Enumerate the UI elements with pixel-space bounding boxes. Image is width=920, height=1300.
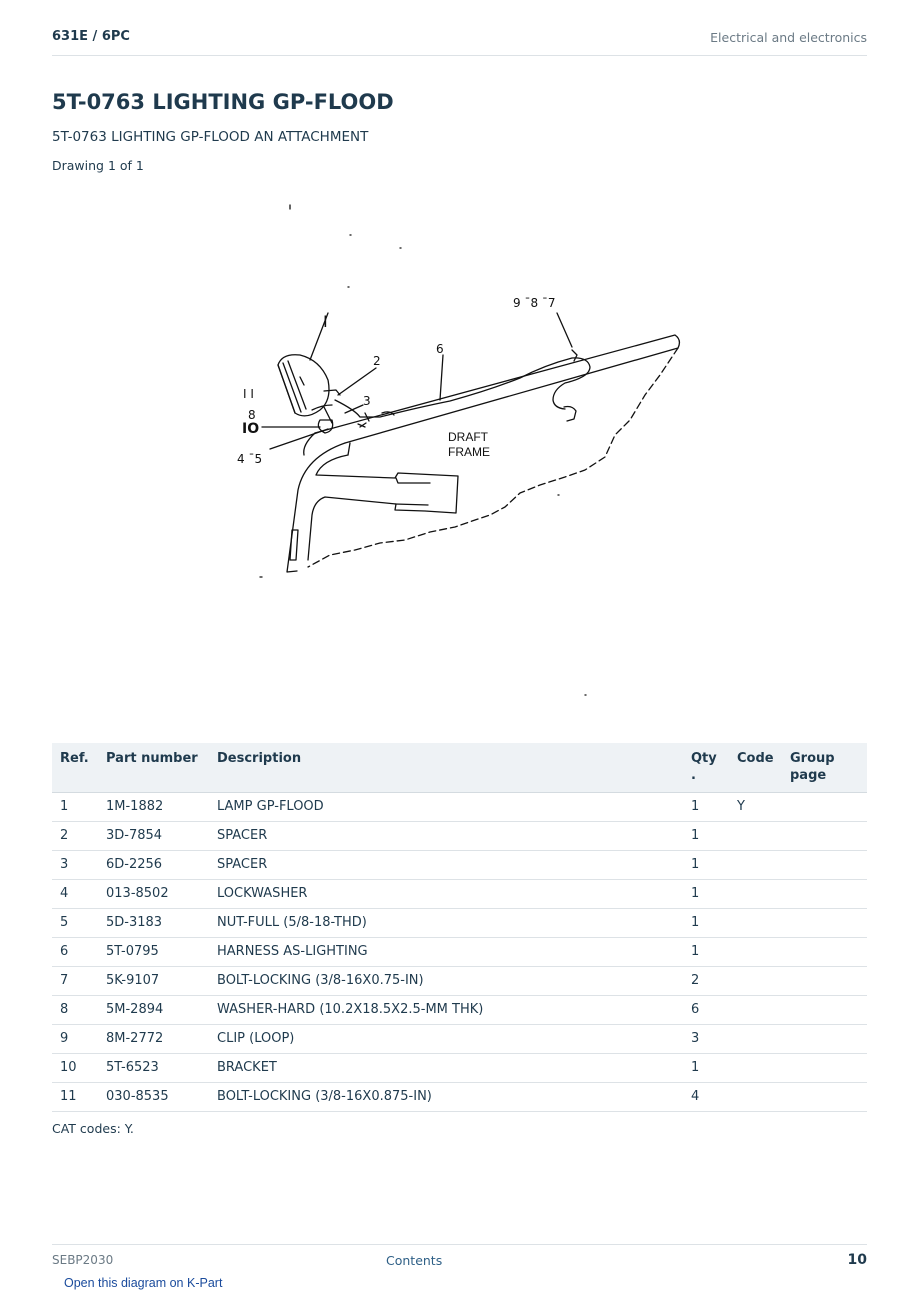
table-row (52, 793, 867, 822)
cell-code (729, 822, 782, 851)
cell-group (782, 822, 867, 851)
cell-part: 030-8535 (98, 1083, 209, 1112)
cell-group (782, 880, 867, 909)
cell-group (782, 967, 867, 996)
cell-ref: 5 (52, 909, 98, 938)
parts-diagram (220, 195, 700, 715)
col-group-label-2: page (790, 768, 827, 783)
cell-desc: SPACER (209, 851, 683, 880)
table-row (52, 880, 867, 909)
section-label: Electrical and electronics (710, 30, 867, 45)
cell-qty: 1 (683, 851, 729, 880)
col-qty (683, 743, 729, 793)
cell-part: 5T-0795 (98, 938, 209, 967)
flood-lamp (278, 355, 340, 433)
cell-part: 6D-2256 (98, 851, 209, 880)
document-id: SEBP2030 (52, 1253, 114, 1267)
cell-part: 5T-6523 (98, 1054, 209, 1083)
cell-desc: CLIP (LOOP) (209, 1025, 683, 1054)
cell-ref: 4 (52, 880, 98, 909)
col-group-label: Group (790, 751, 835, 766)
cell-ref: 2 (52, 822, 98, 851)
cell-group (782, 1025, 867, 1054)
cell-code (729, 851, 782, 880)
cell-code (729, 938, 782, 967)
cell-qty: 1 (683, 793, 729, 822)
cell-desc: WASHER-HARD (10.2X18.5X2.5-MM THK) (209, 996, 683, 1025)
cell-part: 3D-7854 (98, 822, 209, 851)
page-subtitle: 5T-0763 LIGHTING GP-FLOOD AN ATTACHMENT (52, 129, 369, 145)
cell-group (782, 1083, 867, 1112)
cell-group (782, 851, 867, 880)
cell-qty: 1 (683, 880, 729, 909)
cat-codes-note: CAT codes: Y. (52, 1121, 134, 1136)
cell-qty: 1 (683, 822, 729, 851)
cell-part: 5K-9107 (98, 967, 209, 996)
frame-label-frame: FRAME (448, 445, 490, 459)
cell-group (782, 938, 867, 967)
cell-qty: 4 (683, 1083, 729, 1112)
col-code: Code (729, 743, 782, 793)
table-row (52, 967, 867, 996)
page-header (52, 28, 867, 56)
cell-ref: 3 (52, 851, 98, 880)
cell-qty: 2 (683, 967, 729, 996)
page-number: 10 (847, 1252, 867, 1268)
leader-lines (262, 313, 572, 449)
callout-9-8-7: 9 ¯8 ¯7 (513, 296, 556, 310)
cell-ref: 9 (52, 1025, 98, 1054)
col-group-page (782, 743, 867, 793)
cell-code (729, 880, 782, 909)
page-footer (52, 1244, 867, 1274)
cell-ref: 1 (52, 793, 98, 822)
cell-ref: 11 (52, 1083, 98, 1112)
cell-part: 1M-1882 (98, 793, 209, 822)
cell-group (782, 1054, 867, 1083)
cell-desc: BRACKET (209, 1054, 683, 1083)
cell-group (782, 909, 867, 938)
callout-2: 2 (373, 354, 381, 368)
callout-3: 3 (363, 394, 371, 408)
cell-desc: LOCKWASHER (209, 880, 683, 909)
page-title: 5T-0763 LIGHTING GP-FLOOD (52, 90, 394, 114)
contents-link[interactable]: Contents (386, 1253, 443, 1268)
cell-ref: 8 (52, 996, 98, 1025)
parts-table (52, 743, 867, 1112)
cell-qty: 6 (683, 996, 729, 1025)
table-header-row (52, 743, 867, 793)
table-row (52, 1025, 867, 1054)
cell-group (782, 996, 867, 1025)
frame-body (287, 348, 678, 572)
callout-8: 8 (248, 408, 256, 422)
table-row (52, 996, 867, 1025)
cell-ref: 6 (52, 938, 98, 967)
cell-qty: 1 (683, 938, 729, 967)
cell-part: 8M-2772 (98, 1025, 209, 1054)
col-part-number: Part number (98, 743, 209, 793)
col-qty-label: Qty (691, 751, 717, 766)
table-row (52, 909, 867, 938)
cell-qty: 1 (683, 909, 729, 938)
cell-code (729, 1083, 782, 1112)
cell-code (729, 1054, 782, 1083)
cell-desc: HARNESS AS-LIGHTING (209, 938, 683, 967)
callout-4-5: 4 ¯5 (237, 452, 263, 466)
cell-desc: SPACER (209, 822, 683, 851)
cell-code: Y (729, 793, 782, 822)
cell-qty: 1 (683, 1054, 729, 1083)
frame-label-draft: DRAFT (448, 430, 488, 444)
table-row (52, 822, 867, 851)
callout-1: I (323, 312, 328, 331)
col-ref: Ref. (52, 743, 98, 793)
cell-desc: LAMP GP-FLOOD (209, 793, 683, 822)
cell-qty: 3 (683, 1025, 729, 1054)
model-label: 631E / 6PC (52, 29, 130, 44)
table-row (52, 851, 867, 880)
callout-11: I I (243, 387, 254, 401)
cell-part: 013-8502 (98, 880, 209, 909)
cell-part: 5M-2894 (98, 996, 209, 1025)
cell-ref: 10 (52, 1054, 98, 1083)
drawing-count: Drawing 1 of 1 (52, 158, 144, 173)
col-description: Description (209, 743, 683, 793)
cell-part: 5D-3183 (98, 909, 209, 938)
cell-desc: NUT-FULL (5/8-18-THD) (209, 909, 683, 938)
frame-beam (304, 335, 680, 455)
callout-6: 6 (436, 342, 444, 356)
table-row (52, 1083, 867, 1112)
diagram-svg (220, 195, 700, 715)
scan-specks (260, 205, 586, 695)
cell-code (729, 996, 782, 1025)
table-row (52, 938, 867, 967)
cell-code (729, 909, 782, 938)
open-in-kpart-link[interactable]: Open this diagram on K-Part (64, 1276, 223, 1290)
cell-code (729, 1025, 782, 1054)
cell-ref: 7 (52, 967, 98, 996)
callout-10: IO (242, 421, 260, 437)
table-row (52, 1054, 867, 1083)
cell-desc: BOLT-LOCKING (3/8-16X0.875-IN) (209, 1083, 683, 1112)
cell-desc: BOLT-LOCKING (3/8-16X0.75-IN) (209, 967, 683, 996)
cell-group (782, 793, 867, 822)
cell-code (729, 967, 782, 996)
col-qty-label-2: . (691, 768, 696, 783)
